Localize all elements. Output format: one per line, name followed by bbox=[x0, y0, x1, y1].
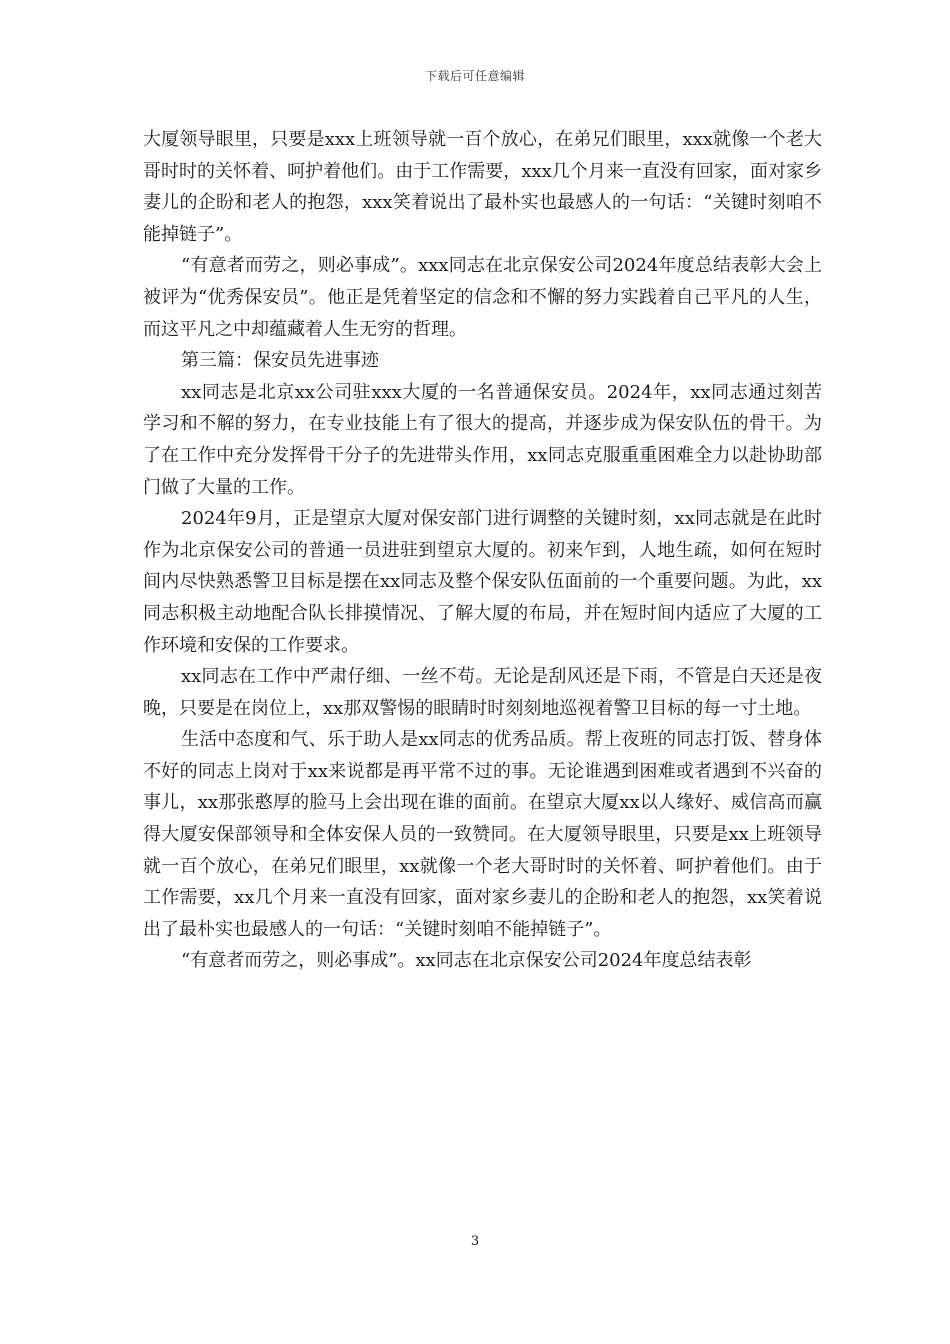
paragraph-6: xx同志在工作中严肃仔细、一丝不苟。无论是刮风还是下雨，不管是白天还是夜晚，只要是在岗位上，xx那双警惕的眼睛时时刻刻地巡视着警卫目标的每一寸土地。 bbox=[143, 666, 822, 719]
paragraph-5: 2024年9月，正是望京大厦对保安部门进行调整的关键时刻，xx同志就是在此时作为北京保安公司的普通一员进驻到望京大厦的。初来乍到，人地生疏，如何在短时间内尽快熟悉警卫目标是摆在xx同志及整个保安队伍面前的一个重要问题。为此，xx同志积极主动地配合队长排摸情况、了解大厦的布局，并在短时间内适应了大厦的工作环境和安保的工作要求。 bbox=[143, 508, 822, 656]
paragraph-8: “有意者而劳之，则必事成”。xx同志在北京保安公司2024年度总结表彰 bbox=[181, 950, 752, 972]
page-header: 下载后可任意编辑 bbox=[424, 69, 525, 83]
paragraph-4: xx同志是北京xx公司驻xxx大厦的一名普通保安员。2024年，xx同志通过刻苦学习和不解的努力，在专业技能上有了很大的提高，并逐步成为保安队伍的骨干。为了在工作中充分发挥骨干分子的先进带头作用，xx同志克服重重困难全力以赴协助部门做了大量的工作。 bbox=[143, 381, 822, 498]
page-number: 3 bbox=[470, 1234, 480, 1249]
paragraph-2: “有意者而劳之，则必事成”。xxx同志在北京保安公司2024年度总结表彰大会上被评为“优秀保安员”。他正是凭着坚定的信念和不懈的努力实践着自己平凡的人生，而这平凡之中却蕴藏着人生无穷的哲理。 bbox=[143, 255, 822, 340]
paragraph-1: 大厦领导眼里，只要是xxx上班领导就一百个放心，在弟兄们眼里，xxx就像一个老大哥时时的关怀着、呵护着他们。由于工作需要，xxx几个月来一直没有回家，面对家乡妻儿的企盼和老人的抱怨，xxx笑着说出了最朴实也最感人的一句话：“关键时刻咱不能掉链子”。 bbox=[143, 129, 822, 245]
section-heading: 第三篇：保安员先进事迹 bbox=[181, 350, 379, 372]
document-body bbox=[143, 124, 822, 977]
paragraph-7: 生活中态度和气、乐于助人是xx同志的优秀品质。帮上夜班的同志打饭、替身体不好的同志上岗对于xx来说都是再平常不过的事。无论谁遇到困难或者遇到不兴奋的事儿，xx那张憨厚的脸马上会出现在谁的面前。在望京大厦xx以人缘好、威信高而赢得大厦安保部领导和全体安保人员的一致赞同。在大厦领导眼里，只要是xx上班领导就一百个放心，在弟兄们眼里，xx就像一个老大哥时时的关怀着、呵护着他们。由于工作需要，xx几个月来一直没有回家，面对家乡妻儿的企盼和老人的抱怨，xx笑着说出了最朴实也最感人的一句话：“关键时刻咱不能掉链子”。 bbox=[143, 729, 822, 940]
